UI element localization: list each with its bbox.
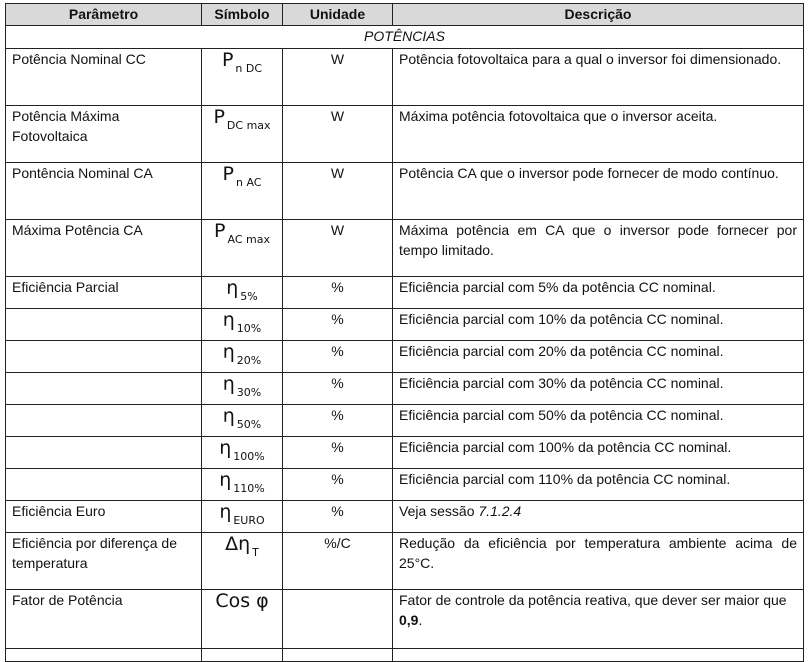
unit-cell: W <box>283 220 393 277</box>
description-cell: Redução da eficiência por temperatura ambiente acima de 25°C. <box>393 533 804 590</box>
description-cell: Fator de controle da potência reativa, que dever ser maior que 0,9. <box>393 590 804 649</box>
param-cell: Eficiência Euro <box>6 501 202 533</box>
symbol-cell: η $_{100\%}$ <box>202 437 283 469</box>
table-row <box>6 106 804 163</box>
unit-cell: W <box>283 163 393 220</box>
symbol-cell: η $_{20\%}$ <box>202 341 283 373</box>
unit-cell: % <box>283 501 393 533</box>
description-cell: Potência CA que o inversor pode fornecer de modo contínuo. <box>393 163 804 220</box>
table-row <box>6 405 804 437</box>
description-cell: Eficiência parcial com 10% da potência CC nominal. <box>393 309 804 341</box>
description-cell <box>393 649 804 662</box>
param-cell <box>6 309 202 341</box>
unit-cell: %/C <box>283 533 393 590</box>
unit-cell: % <box>283 277 393 309</box>
param-cell <box>6 469 202 501</box>
table-row <box>6 533 804 590</box>
parameters-table <box>5 3 804 662</box>
symbol-cell: η $_{30\%}$ <box>202 373 283 405</box>
param-cell: Potência Máxima Fotovoltaica <box>6 106 202 163</box>
header-unidade: Unidade <box>283 4 393 26</box>
description-cell: Eficiência parcial com 30% da potência CC nominal. <box>393 373 804 405</box>
header-simbolo: Símbolo <box>202 4 283 26</box>
unit-cell: % <box>283 309 393 341</box>
unit-cell <box>283 649 393 662</box>
param-cell: Fator de Potência <box>6 590 202 649</box>
table-row <box>6 469 804 501</box>
symbol-cell: P $_{n DC}$ <box>202 49 283 106</box>
symbol-cell: Cos φ <box>202 590 283 649</box>
param-cell: Potência Nominal CC <box>6 49 202 106</box>
table-row <box>6 590 804 649</box>
unit-cell: % <box>283 469 393 501</box>
description-cell: Potência fotovoltaica para a qual o inversor foi dimensionado. <box>393 49 804 106</box>
section-title: POTÊNCIAS <box>6 26 804 49</box>
table-row <box>6 437 804 469</box>
description-cell: Eficiência parcial com 110% da potência CC nominal. <box>393 469 804 501</box>
symbol-cell: Δη $_T$ <box>202 533 283 590</box>
header-row <box>6 4 804 26</box>
section-row <box>6 26 804 49</box>
header-parametro: Parâmetro <box>6 4 202 26</box>
unit-cell: % <box>283 373 393 405</box>
description-cell: Veja sessão 7.1.2.4 <box>393 501 804 533</box>
param-cell: Eficiência por diferença de temperatura <box>6 533 202 590</box>
table-row-cut <box>6 649 804 662</box>
description-cell: Máxima potência fotovoltaica que o inversor aceita. <box>393 106 804 163</box>
symbol-cell: P $_{AC max}$ <box>202 220 283 277</box>
table-row <box>6 341 804 373</box>
unit-cell: % <box>283 437 393 469</box>
symbol-cell: P $_{n AC}$ <box>202 163 283 220</box>
unit-cell: W <box>283 49 393 106</box>
unit-cell: % <box>283 341 393 373</box>
param-cell: Eficiência Parcial <box>6 277 202 309</box>
unit-cell: W <box>283 106 393 163</box>
symbol-cell: η $_{50\%}$ <box>202 405 283 437</box>
symbol-cell: η $_{EURO}$ <box>202 501 283 533</box>
symbol-cell: η $_{5\%}$ <box>202 277 283 309</box>
header-descricao: Descrição <box>393 4 804 26</box>
table-row <box>6 309 804 341</box>
table-row <box>6 373 804 405</box>
unit-cell: % <box>283 405 393 437</box>
param-cell <box>6 373 202 405</box>
description-cell: Máxima potência em CA que o inversor pode fornecer por tempo limitado. <box>393 220 804 277</box>
param-cell: Máxima Potência CA <box>6 220 202 277</box>
param-cell: Pontência Nominal CA <box>6 163 202 220</box>
param-cell <box>6 341 202 373</box>
unit-cell <box>283 590 393 649</box>
symbol-cell: η $_{10\%}$ <box>202 309 283 341</box>
table-row <box>6 49 804 106</box>
table-row <box>6 277 804 309</box>
table-row <box>6 501 804 533</box>
description-cell: Eficiência parcial com 5% da potência CC nominal. <box>393 277 804 309</box>
table-row <box>6 163 804 220</box>
description-cell: Eficiência parcial com 20% da potência CC nominal. <box>393 341 804 373</box>
description-cell: Eficiência parcial com 50% da potência CC nominal. <box>393 405 804 437</box>
param-cell <box>6 405 202 437</box>
param-cell <box>6 649 202 662</box>
symbol-cell: P $_{DC max}$ <box>202 106 283 163</box>
symbol-cell: η $_{110\%}$ <box>202 469 283 501</box>
symbol-cell <box>202 649 283 662</box>
table-row <box>6 220 804 277</box>
param-cell <box>6 437 202 469</box>
description-cell: Eficiência parcial com 100% da potência CC nominal. <box>393 437 804 469</box>
